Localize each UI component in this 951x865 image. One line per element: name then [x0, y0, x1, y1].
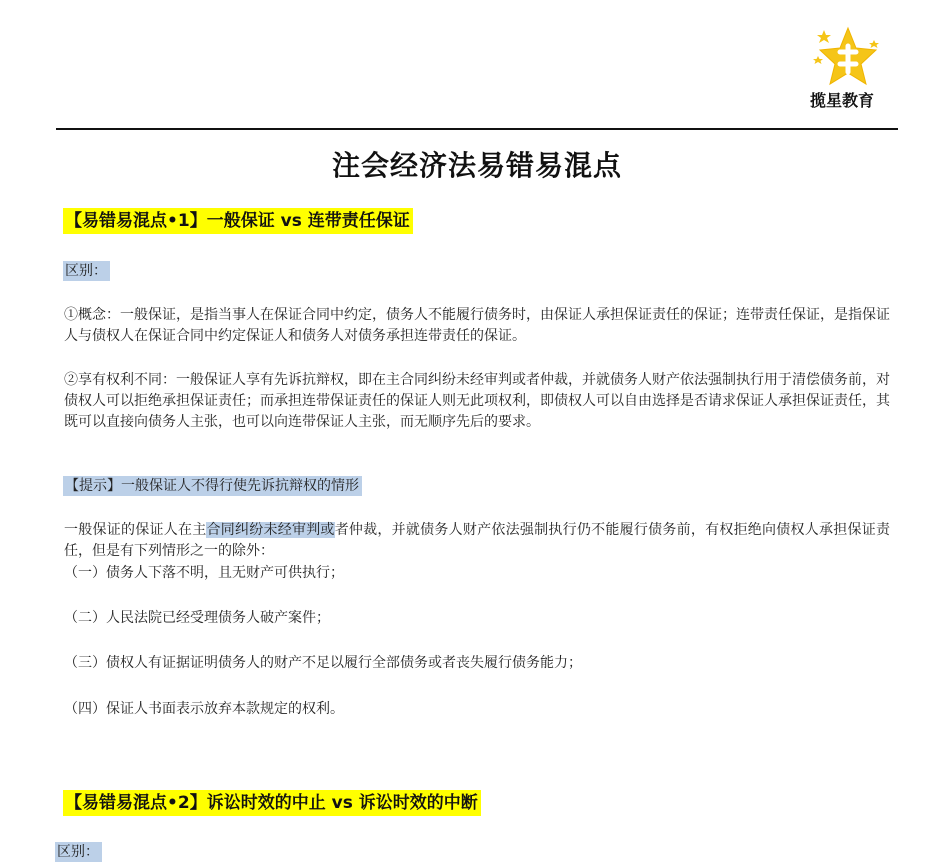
list-item: （二）人民法院已经受理债务人破产案件； — [64, 610, 330, 626]
section-heading-2: 【易错易混点•2】诉讼时效的中止 vs 诉讼时效的中断 — [63, 790, 481, 816]
star-logo-icon — [796, 22, 888, 92]
exception-text-start: 一般保证的保证人在主 — [64, 522, 207, 538]
rights-paragraph: ②享有权利不同：一般保证人享有先诉抗辩权，即在主合同纠纷未经审判或者仲裁，并就债务人财产依法强制执行用于清偿债务前，对债权人可以拒绝承担保证责任；而承担连带保证责任的保证人则无此项权利，即债权人可以自由选择是否请求保证人承担保证责任，其既可以直接向债务人主张，也可以向连带保证人主张，而无顺序先后的要求。 — [64, 372, 890, 430]
list-item: （四）保证人书面表示放弃本款规定的权利。 — [64, 701, 344, 717]
header-divider — [56, 128, 898, 130]
concept-paragraph: ①概念：一般保证，是指当事人在保证合同中约定，债务人不能履行债务时，由保证人承担保证责任的保证；连带责任保证，是指保证人与债权人在保证合同中约定保证人和债务人对债务承担连带责任的保证。 — [64, 307, 890, 344]
tip-label: 【提示】一般保证人不得行使先诉抗辩权的情形 — [63, 476, 362, 496]
section-heading-1: 【易错易混点•1】一般保证 vs 连带责任保证 — [63, 208, 413, 234]
logo-text: 揽星教育 — [809, 91, 874, 110]
list-item: （一）债务人下落不明，且无财产可供执行； — [64, 565, 344, 581]
document-title: 注会经济法易错易混点 — [331, 149, 622, 182]
highlighted-text: 合同纠纷未经审判或 — [206, 522, 335, 538]
exception-paragraph — [64, 520, 890, 562]
difference-label: 区别： — [63, 261, 110, 281]
difference-label: 区别： — [55, 842, 102, 862]
brand-logo — [796, 22, 888, 114]
list-item: （三）债权人有证据证明债务人的财产不足以履行全部债务或者丧失履行债务能力； — [64, 655, 582, 671]
exception-text-end: 者仲裁，并就债务人财产依法强制执行仍不能履行债务前，有权拒绝向债权人承担保证责任，但是有下列情形之一的除外： — [64, 522, 891, 559]
